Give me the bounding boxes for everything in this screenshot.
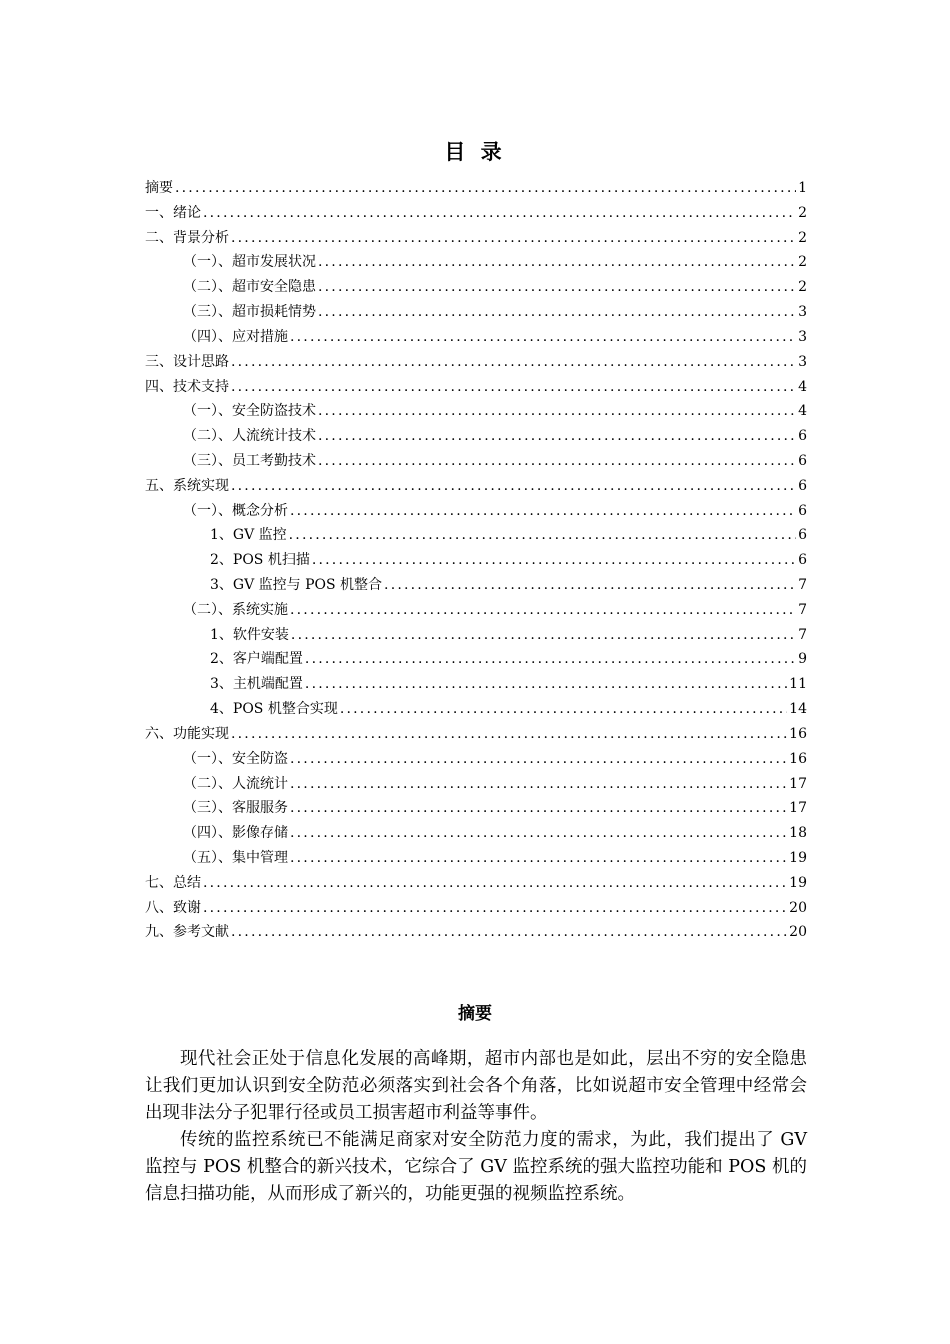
toc-dot-leader [318, 449, 796, 474]
toc-entry-label: （二）、超市安全隐患 [183, 279, 316, 296]
toc-entry-label: 3、主机端配置 [210, 676, 303, 693]
toc-dot-leader [305, 647, 796, 672]
toc-entry-page-number: 2 [798, 279, 807, 296]
toc-dot-leader [231, 375, 796, 400]
toc-dot-leader [231, 350, 796, 375]
toc-dot-leader [340, 697, 787, 722]
toc-dot-leader [318, 250, 796, 275]
toc-entry-label: （三）、超市损耗情势 [183, 304, 316, 321]
toc-dot-leader [318, 424, 796, 449]
toc-dot-leader [384, 573, 796, 598]
abstract-paragraph: 现代社会正处于信息化发展的高峰期，超市内部也是如此，层出不穷的安全隐患让我们更加认识到安全防范必须落实到社会各个角落，比如说超市安全管理中经常会出现非法分子犯罪行径或员工损害超市利益等事件。 [145, 1049, 807, 1123]
toc-entry-label: （四）、影像存储 [183, 825, 288, 842]
toc-entry[interactable] [145, 548, 807, 573]
toc-entry[interactable] [145, 300, 807, 325]
toc-dot-leader [290, 796, 787, 821]
toc-dot-leader [290, 598, 796, 623]
toc-entry[interactable] [145, 325, 807, 350]
toc-dot-leader [312, 548, 796, 573]
toc-entry[interactable] [145, 226, 807, 251]
toc-entry[interactable] [145, 201, 807, 226]
toc-dot-leader [203, 896, 787, 921]
toc-dot-leader [203, 201, 796, 226]
toc-entry[interactable] [145, 275, 807, 300]
toc-entry-page-number: 16 [789, 725, 807, 742]
toc-entry[interactable] [145, 474, 807, 499]
toc-entry-page-number: 17 [789, 800, 807, 817]
toc-entry-page-number: 16 [789, 750, 807, 767]
toc-entry-label: 二、背景分析 [145, 229, 229, 246]
toc-entry-label: 七、总结 [145, 874, 201, 891]
toc-entry-page-number: 20 [789, 924, 807, 941]
toc-entry-page-number: 6 [798, 428, 807, 445]
toc-entry[interactable] [145, 846, 807, 871]
toc-entry-label: 4、POS 机整合实现 [210, 701, 338, 718]
toc-entry-page-number: 4 [798, 403, 807, 420]
toc-entry-page-number: 6 [798, 477, 807, 494]
toc-entry-page-number: 9 [798, 651, 807, 668]
toc-entry[interactable] [145, 747, 807, 772]
toc-entry[interactable] [145, 672, 807, 697]
toc-entry[interactable] [145, 399, 807, 424]
toc-entry-label: 2、POS 机扫描 [210, 552, 310, 569]
toc-dot-leader [231, 920, 787, 945]
toc-dot-leader [231, 474, 796, 499]
toc-entry-label: （一）、安全防盗 [183, 750, 288, 767]
toc-entry-label: 3、GV 监控与 POS 机整合 [210, 577, 383, 593]
toc-entry[interactable] [145, 523, 807, 548]
toc-entry-label: 八、致谢 [145, 899, 201, 916]
toc-entry[interactable] [145, 449, 807, 474]
toc-entry[interactable] [145, 871, 807, 896]
toc-dot-leader [175, 176, 796, 201]
toc-dot-leader [289, 523, 796, 548]
toc-dot-leader [231, 226, 796, 251]
toc-entry-page-number: 7 [798, 601, 807, 618]
toc-dot-leader [290, 821, 787, 846]
toc-entry-label: （二）、系统实施 [183, 601, 288, 618]
toc-entry-page-number: 7 [798, 626, 807, 643]
toc-entry[interactable] [145, 722, 807, 747]
toc-dot-leader [290, 325, 796, 350]
toc-dot-leader [290, 499, 796, 524]
toc-entry[interactable] [145, 697, 807, 722]
toc-entry-page-number: 6 [798, 552, 807, 569]
toc-entry[interactable] [145, 350, 807, 375]
toc-dot-leader [203, 871, 787, 896]
toc-entry-page-number: 14 [789, 701, 807, 718]
toc-entry-label: 五、系统实现 [145, 477, 229, 494]
toc-dot-leader [291, 623, 796, 648]
toc-entry-label: （五）、集中管理 [183, 849, 288, 866]
toc-entry-label: 九、参考文献 [145, 924, 229, 941]
toc-entry-label: （二）、人流统计技术 [183, 428, 316, 445]
toc-entry-page-number: 17 [789, 775, 807, 792]
toc-entry-page-number: 6 [798, 527, 807, 544]
abstract-paragraph: 传统的监控系统已不能满足商家对安全防范力度的需求，为此，我们提出了 GV 监控与 POS 机整合的新兴技术，它综合了 GV 监控系统的强大监控功能和 POS 机的信息扫描功能，从而形成了新兴的，功能更强的视频监控系统。 [145, 1130, 807, 1204]
toc-entry-label: 一、绪论 [145, 204, 201, 221]
toc-entry-label: （一）、超市发展状况 [183, 254, 316, 271]
toc-entry-label: （三）、员工考勤技术 [183, 452, 316, 469]
toc-entry-label: （四）、应对措施 [183, 328, 288, 345]
table-of-contents [145, 176, 807, 945]
toc-entry-page-number: 7 [798, 577, 807, 593]
toc-dot-leader [318, 399, 796, 424]
toc-entry-page-number: 19 [789, 874, 807, 891]
toc-entry[interactable] [145, 250, 807, 275]
toc-entry[interactable] [145, 623, 807, 648]
toc-entry-page-number: 18 [789, 825, 807, 842]
toc-entry-label: 1、软件安装 [210, 626, 289, 643]
toc-entry-page-number: 2 [798, 229, 807, 246]
abstract-title: 摘要 [458, 1004, 492, 1024]
toc-entry-page-number: 11 [789, 676, 807, 693]
toc-entry[interactable] [145, 176, 807, 201]
toc-entry-page-number: 3 [798, 353, 807, 370]
toc-entry[interactable] [145, 647, 807, 672]
toc-entry-label: （一）、概念分析 [183, 502, 288, 519]
toc-entry-page-number: 2 [798, 254, 807, 271]
toc-entry[interactable] [145, 821, 807, 846]
toc-entry[interactable] [145, 375, 807, 400]
toc-entry[interactable] [145, 499, 807, 524]
toc-dot-leader [231, 722, 787, 747]
toc-entry-label: 2、客户端配置 [210, 651, 303, 668]
toc-entry-page-number: 6 [798, 452, 807, 469]
toc-entry-page-number: 4 [798, 378, 807, 395]
toc-title: 目 录 [444, 139, 506, 164]
toc-dot-leader [318, 300, 796, 325]
toc-entry-label: 摘要 [145, 180, 173, 196]
toc-entry[interactable] [145, 424, 807, 449]
toc-entry-label: 1、GV 监控 [210, 527, 287, 544]
toc-entry[interactable] [145, 920, 807, 945]
toc-entry[interactable] [145, 598, 807, 623]
toc-entry[interactable] [145, 573, 807, 598]
toc-dot-leader [305, 672, 787, 697]
toc-entry[interactable] [145, 772, 807, 797]
toc-dot-leader [290, 747, 787, 772]
toc-entry-label: （三）、客服服务 [183, 800, 288, 817]
toc-entry-page-number: 3 [798, 328, 807, 345]
toc-entry-page-number: 2 [798, 204, 807, 221]
toc-dot-leader [290, 846, 787, 871]
toc-entry-page-number: 3 [798, 304, 807, 321]
toc-entry-page-number: 19 [789, 849, 807, 866]
toc-entry-label: 四、技术支持 [145, 378, 229, 395]
toc-dot-leader [290, 772, 787, 797]
toc-dot-leader [318, 275, 796, 300]
toc-entry-page-number: 6 [798, 502, 807, 519]
toc-entry-page-number: 1 [798, 180, 807, 196]
toc-entry-label: 三、设计思路 [145, 353, 229, 370]
toc-entry[interactable] [145, 796, 807, 821]
toc-entry-label: （二）、人流统计 [183, 775, 288, 792]
toc-entry[interactable] [145, 896, 807, 921]
abstract-body [145, 1046, 807, 1208]
toc-entry-label: （一）、安全防盗技术 [183, 403, 316, 420]
toc-entry-page-number: 20 [789, 899, 807, 916]
toc-entry-label: 六、功能实现 [145, 725, 229, 742]
